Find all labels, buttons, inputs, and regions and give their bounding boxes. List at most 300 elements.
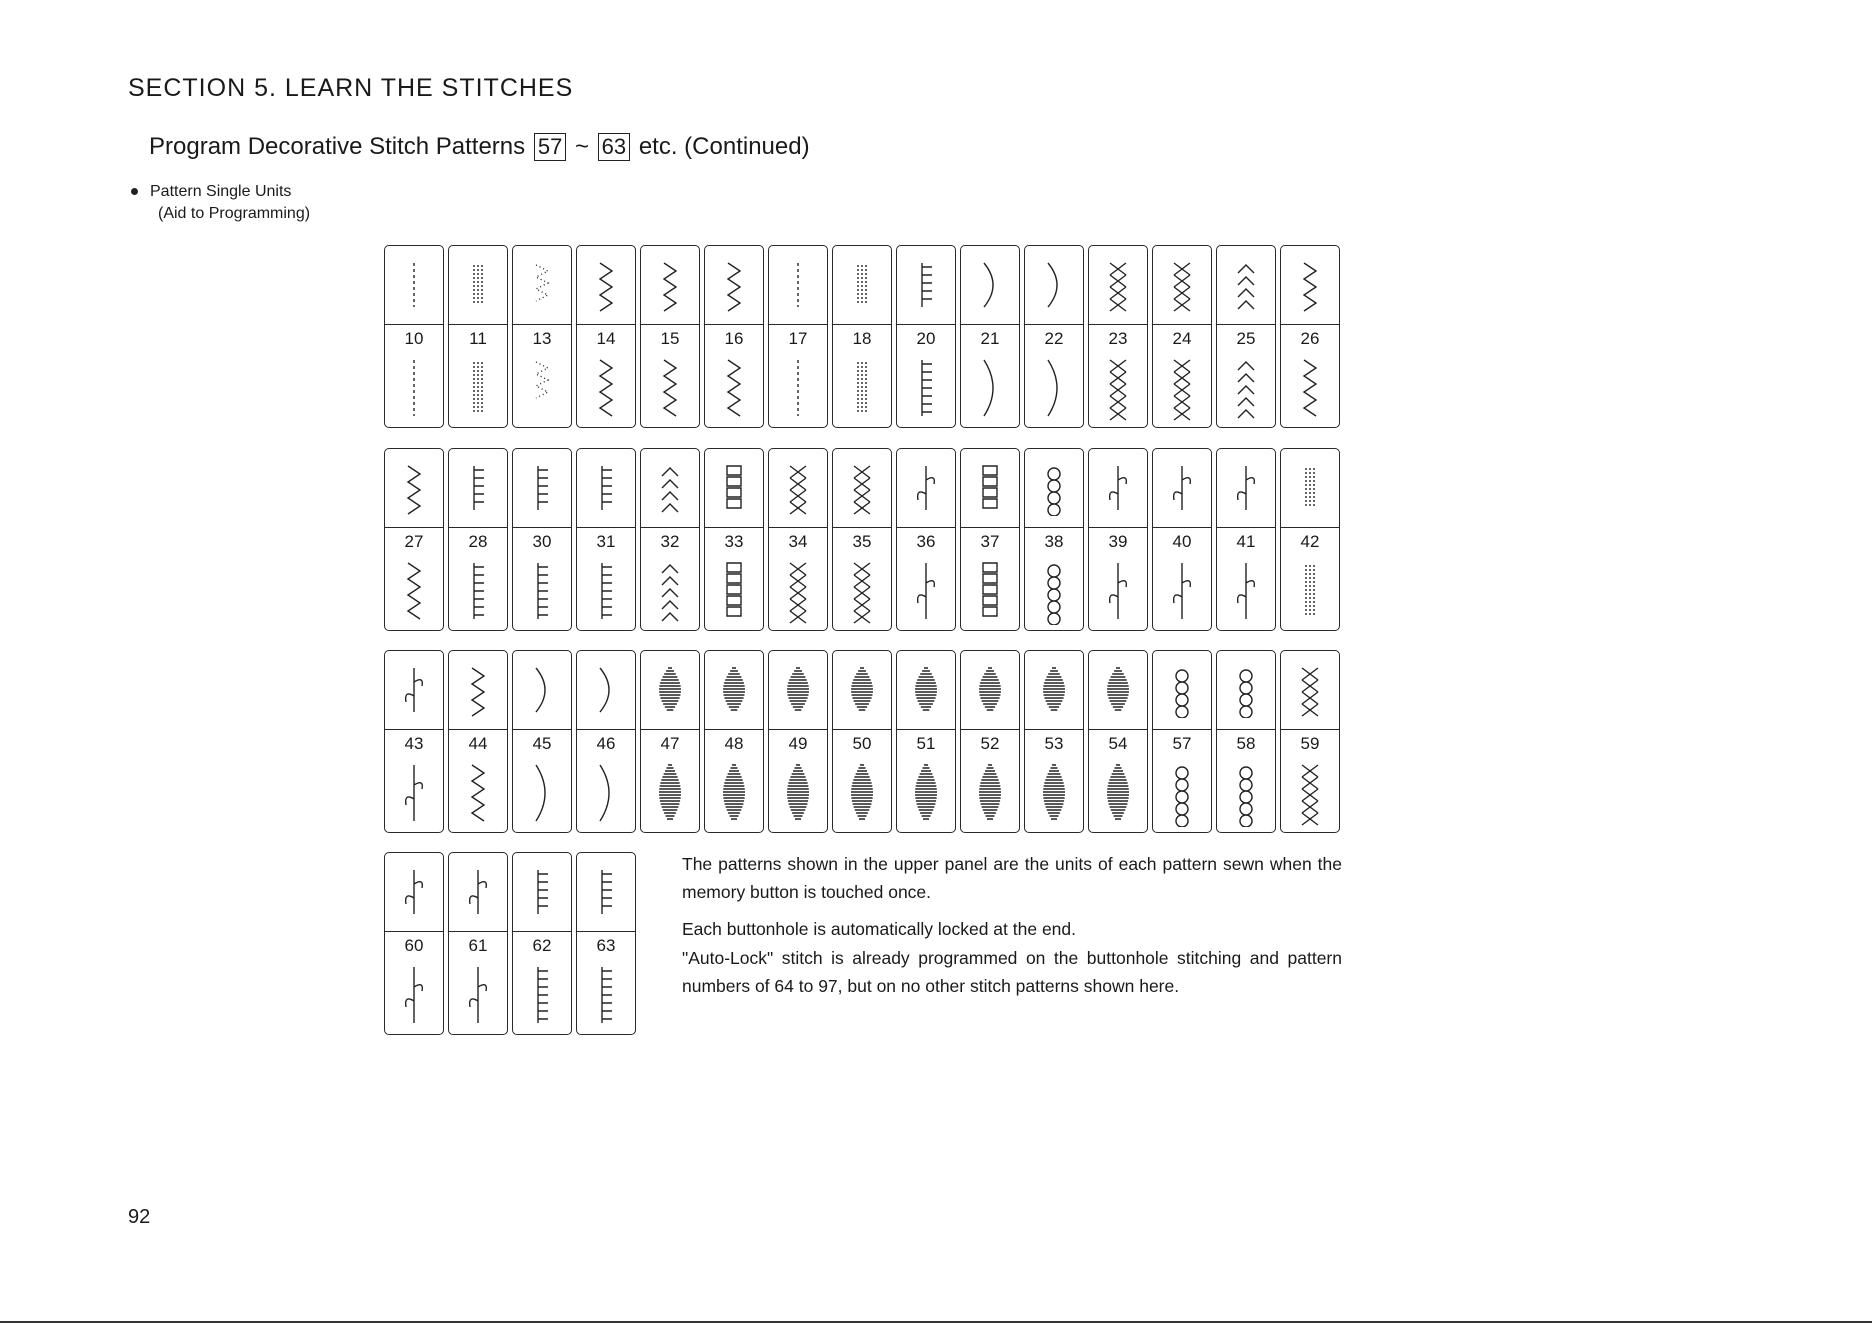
pattern-number: 14 xyxy=(596,329,616,348)
pattern-cell-34 xyxy=(768,448,828,631)
pattern-unit-33 xyxy=(705,449,763,528)
pattern-number: 62 xyxy=(532,936,552,955)
pattern-cell-47 xyxy=(640,650,700,833)
pattern-cell-38 xyxy=(1024,448,1084,631)
pattern-unit-49 xyxy=(769,651,827,730)
stitch-triple-icon xyxy=(460,354,496,422)
pattern-cell-48 xyxy=(704,650,764,833)
stitch-zigzag-icon xyxy=(396,557,432,625)
pattern-box-57: 57 xyxy=(534,133,566,161)
stitch-dots-icon xyxy=(524,354,560,422)
pattern-unit-24 xyxy=(1153,246,1211,325)
pattern-sample-41 xyxy=(1217,555,1275,626)
pattern-number: 42 xyxy=(1300,532,1320,551)
pattern-cell-23 xyxy=(1088,245,1148,428)
stitch-triple-icon xyxy=(844,354,880,422)
stitch-leaf-icon xyxy=(396,662,432,718)
stitch-zigzag-icon xyxy=(1292,354,1328,422)
pattern-unit-11 xyxy=(449,246,507,325)
pattern-unit-27 xyxy=(385,449,443,528)
pattern-sample-37 xyxy=(961,555,1019,626)
pattern-unit-15 xyxy=(641,246,699,325)
bullet-note xyxy=(131,181,310,225)
tilde: ~ xyxy=(574,133,589,160)
stitch-bead-icon xyxy=(1228,662,1264,718)
pattern-number: 54 xyxy=(1108,734,1128,753)
stitch-ladder-icon xyxy=(908,354,944,422)
pattern-sample-63 xyxy=(577,959,635,1030)
section-title: SECTION 5. LEARN THE STITCHES xyxy=(128,74,574,102)
pattern-number: 52 xyxy=(980,734,1000,753)
pattern-sample-42 xyxy=(1281,555,1339,626)
pattern-cell-52 xyxy=(960,650,1020,833)
pattern-cell-51 xyxy=(896,650,956,833)
pattern-unit-51 xyxy=(897,651,955,730)
pattern-cell-32 xyxy=(640,448,700,631)
pattern-number: 59 xyxy=(1300,734,1320,753)
stitch-bead-icon xyxy=(1164,759,1200,827)
stitch-chevron-icon xyxy=(1228,257,1264,313)
stitch-zigzag-icon xyxy=(716,354,752,422)
pattern-number: 33 xyxy=(724,532,744,551)
pattern-sample-50 xyxy=(833,757,891,828)
pattern-unit-30 xyxy=(513,449,571,528)
stitch-ladder-icon xyxy=(524,961,560,1029)
pattern-number: 49 xyxy=(788,734,808,753)
pattern-cell-31 xyxy=(576,448,636,631)
pattern-cell-62 xyxy=(512,852,572,1035)
pattern-number: 15 xyxy=(660,329,680,348)
pattern-sample-21 xyxy=(961,352,1019,423)
pattern-cell-30 xyxy=(512,448,572,631)
stitch-zigzag-icon xyxy=(588,354,624,422)
pattern-unit-38 xyxy=(1025,449,1083,528)
subtitle-prefix: Program Decorative Stitch Patterns xyxy=(149,133,526,160)
pattern-sample-20 xyxy=(897,352,955,423)
pattern-number: 60 xyxy=(404,936,424,955)
pattern-unit-45 xyxy=(513,651,571,730)
pattern-number: 39 xyxy=(1108,532,1128,551)
stitch-triple-icon xyxy=(844,257,880,313)
pattern-unit-36 xyxy=(897,449,955,528)
pattern-unit-39 xyxy=(1089,449,1147,528)
subtitle-suffix: etc. (Continued) xyxy=(638,133,810,160)
pattern-cell-33 xyxy=(704,448,764,631)
pattern-number: 47 xyxy=(660,734,680,753)
pattern-unit-54 xyxy=(1089,651,1147,730)
pattern-cell-18 xyxy=(832,245,892,428)
stitch-cross-icon xyxy=(780,557,816,625)
pattern-sample-59 xyxy=(1281,757,1339,828)
stitch-leaf-icon xyxy=(1228,557,1264,625)
pattern-number: 18 xyxy=(852,329,872,348)
pattern-sample-38 xyxy=(1025,555,1083,626)
pattern-unit-52 xyxy=(961,651,1019,730)
stitch-chevron-icon xyxy=(652,557,688,625)
stitch-arc-icon xyxy=(972,354,1008,422)
pattern-cell-16 xyxy=(704,245,764,428)
pattern-sample-30 xyxy=(513,555,571,626)
stitch-zigzag-icon xyxy=(588,257,624,313)
bullet-line-1: Pattern Single Units xyxy=(150,183,292,200)
paragraph-1: The patterns shown in the upper panel are the units of each pattern sewn when the memory button is touched once. xyxy=(682,854,1342,902)
stitch-arc-icon xyxy=(1036,354,1072,422)
stitch-dots-icon xyxy=(524,257,560,313)
pattern-unit-43 xyxy=(385,651,443,730)
pattern-number: 21 xyxy=(980,329,1000,348)
pattern-number: 40 xyxy=(1172,532,1192,551)
stitch-ladder-icon xyxy=(524,864,560,920)
stitch-chevron-icon xyxy=(1228,354,1264,422)
pattern-cell-41 xyxy=(1216,448,1276,631)
pattern-unit-16 xyxy=(705,246,763,325)
stitch-ladder-icon xyxy=(460,557,496,625)
pattern-sample-43 xyxy=(385,757,443,828)
stitch-zigzag-icon xyxy=(652,354,688,422)
stitch-arc-icon xyxy=(1036,257,1072,313)
pattern-number: 37 xyxy=(980,532,1000,551)
pattern-sample-62 xyxy=(513,959,571,1030)
pattern-cell-36 xyxy=(896,448,956,631)
stitch-leaf-icon xyxy=(908,557,944,625)
pattern-cell-44 xyxy=(448,650,508,833)
stitch-box-icon xyxy=(716,460,752,516)
pattern-cell-40 xyxy=(1152,448,1212,631)
pattern-sample-10 xyxy=(385,352,443,423)
pattern-sample-27 xyxy=(385,555,443,626)
pattern-unit-50 xyxy=(833,651,891,730)
pattern-unit-47 xyxy=(641,651,699,730)
page-number: 92 xyxy=(128,1206,151,1228)
pattern-sample-14 xyxy=(577,352,635,423)
pattern-unit-31 xyxy=(577,449,635,528)
stitch-ladder-icon xyxy=(524,557,560,625)
pattern-number: 32 xyxy=(660,532,680,551)
pattern-sample-51 xyxy=(897,757,955,828)
pattern-unit-23 xyxy=(1089,246,1147,325)
stitch-straight-icon xyxy=(780,257,816,313)
pattern-unit-34 xyxy=(769,449,827,528)
pattern-sample-58 xyxy=(1217,757,1275,828)
stitch-cross-icon xyxy=(1100,257,1136,313)
pattern-sample-44 xyxy=(449,757,507,828)
stitch-satin-icon xyxy=(780,759,816,827)
pattern-unit-63 xyxy=(577,853,635,932)
pattern-sample-17 xyxy=(769,352,827,423)
pattern-number: 38 xyxy=(1044,532,1064,551)
stitch-straight-icon xyxy=(396,354,432,422)
stitch-ladder-icon xyxy=(460,460,496,516)
pattern-cell-37 xyxy=(960,448,1020,631)
pattern-sample-22 xyxy=(1025,352,1083,423)
pattern-cell-13 xyxy=(512,245,572,428)
pattern-sample-11 xyxy=(449,352,507,423)
pattern-unit-37 xyxy=(961,449,1019,528)
stitch-ladder-icon xyxy=(588,864,624,920)
pattern-sample-60 xyxy=(385,959,443,1030)
pattern-unit-26 xyxy=(1281,246,1339,325)
pattern-number: 63 xyxy=(596,936,616,955)
stitch-leaf-icon xyxy=(1164,460,1200,516)
stitch-satin-icon xyxy=(652,662,688,718)
pattern-unit-32 xyxy=(641,449,699,528)
pattern-unit-13 xyxy=(513,246,571,325)
pattern-number: 25 xyxy=(1236,329,1256,348)
pattern-number: 41 xyxy=(1236,532,1256,551)
pattern-number: 45 xyxy=(532,734,552,753)
pattern-number: 22 xyxy=(1044,329,1064,348)
pattern-sample-15 xyxy=(641,352,699,423)
subtitle xyxy=(149,133,810,161)
pattern-sample-24 xyxy=(1153,352,1211,423)
pattern-unit-28 xyxy=(449,449,507,528)
pattern-number: 20 xyxy=(916,329,936,348)
pattern-number: 28 xyxy=(468,532,488,551)
stitch-leaf-icon xyxy=(460,961,496,1029)
pattern-cell-54 xyxy=(1088,650,1148,833)
pattern-cell-24 xyxy=(1152,245,1212,428)
stitch-zigzag-icon xyxy=(460,759,496,827)
pattern-unit-57 xyxy=(1153,651,1211,730)
pattern-number: 24 xyxy=(1172,329,1192,348)
pattern-number: 58 xyxy=(1236,734,1256,753)
pattern-cell-14 xyxy=(576,245,636,428)
pattern-cell-57 xyxy=(1152,650,1212,833)
pattern-sample-26 xyxy=(1281,352,1339,423)
stitch-satin-icon xyxy=(908,662,944,718)
pattern-sample-32 xyxy=(641,555,699,626)
stitch-cross-icon xyxy=(1292,662,1328,718)
stitch-chevron-icon xyxy=(652,460,688,516)
pattern-unit-14 xyxy=(577,246,635,325)
bullet-icon xyxy=(131,188,138,195)
stitch-leaf-icon xyxy=(396,864,432,920)
pattern-cell-58 xyxy=(1216,650,1276,833)
pattern-cell-43 xyxy=(384,650,444,833)
stitch-bead-icon xyxy=(1036,557,1072,625)
stitch-triple-icon xyxy=(1292,460,1328,516)
stitch-cross-icon xyxy=(1164,354,1200,422)
pattern-sample-35 xyxy=(833,555,891,626)
pattern-cell-63 xyxy=(576,852,636,1035)
pattern-cell-50 xyxy=(832,650,892,833)
pattern-number: 10 xyxy=(404,329,424,348)
pattern-cell-15 xyxy=(640,245,700,428)
pattern-cell-25 xyxy=(1216,245,1276,428)
pattern-cell-49 xyxy=(768,650,828,833)
stitch-satin-icon xyxy=(972,662,1008,718)
stitch-bead-icon xyxy=(1228,759,1264,827)
stitch-box-icon xyxy=(716,557,752,625)
pattern-cell-11 xyxy=(448,245,508,428)
pattern-number: 35 xyxy=(852,532,872,551)
stitch-zigzag-icon xyxy=(1292,257,1328,313)
stitch-satin-icon xyxy=(908,759,944,827)
stitch-satin-icon xyxy=(844,759,880,827)
stitch-box-icon xyxy=(972,557,1008,625)
stitch-straight-icon xyxy=(780,354,816,422)
stitch-cross-icon xyxy=(1292,759,1328,827)
pattern-number: 57 xyxy=(1172,734,1192,753)
pattern-number: 44 xyxy=(468,734,488,753)
pattern-number: 43 xyxy=(404,734,424,753)
pattern-unit-62 xyxy=(513,853,571,932)
pattern-cell-60 xyxy=(384,852,444,1035)
pattern-cell-35 xyxy=(832,448,892,631)
pattern-sample-28 xyxy=(449,555,507,626)
pattern-unit-40 xyxy=(1153,449,1211,528)
pattern-cell-39 xyxy=(1088,448,1148,631)
stitch-leaf-icon xyxy=(1164,557,1200,625)
stitch-leaf-icon xyxy=(1228,460,1264,516)
pattern-sample-39 xyxy=(1089,555,1147,626)
pattern-sample-33 xyxy=(705,555,763,626)
pattern-number: 53 xyxy=(1044,734,1064,753)
stitch-triple-icon xyxy=(460,257,496,313)
pattern-unit-48 xyxy=(705,651,763,730)
stitch-triple-icon xyxy=(1292,557,1328,625)
stitch-ladder-icon xyxy=(588,557,624,625)
pattern-sample-52 xyxy=(961,757,1019,828)
pattern-unit-25 xyxy=(1217,246,1275,325)
pattern-sample-13 xyxy=(513,352,571,423)
pattern-unit-53 xyxy=(1025,651,1083,730)
pattern-sample-45 xyxy=(513,757,571,828)
pattern-cell-22 xyxy=(1024,245,1084,428)
stitch-box-icon xyxy=(972,460,1008,516)
pattern-cell-53 xyxy=(1024,650,1084,833)
pattern-sample-54 xyxy=(1089,757,1147,828)
stitch-cross-icon xyxy=(1100,354,1136,422)
pattern-cell-17 xyxy=(768,245,828,428)
pattern-sample-46 xyxy=(577,757,635,828)
stitch-satin-icon xyxy=(1036,662,1072,718)
pattern-sample-47 xyxy=(641,757,699,828)
stitch-cross-icon xyxy=(844,460,880,516)
pattern-sample-25 xyxy=(1217,352,1275,423)
stitch-satin-icon xyxy=(1100,662,1136,718)
pattern-cell-20 xyxy=(896,245,956,428)
stitch-satin-icon xyxy=(1100,759,1136,827)
stitch-ladder-icon xyxy=(524,460,560,516)
pattern-cell-59 xyxy=(1280,650,1340,833)
pattern-sample-61 xyxy=(449,959,507,1030)
stitch-zigzag-icon xyxy=(396,460,432,516)
stitch-cross-icon xyxy=(844,557,880,625)
stitch-satin-icon xyxy=(716,662,752,718)
pattern-cell-61 xyxy=(448,852,508,1035)
pattern-number: 26 xyxy=(1300,329,1320,348)
stitch-arc-icon xyxy=(524,759,560,827)
stitch-leaf-icon xyxy=(1100,460,1136,516)
pattern-sample-18 xyxy=(833,352,891,423)
pattern-number: 11 xyxy=(469,329,487,348)
pattern-unit-10 xyxy=(385,246,443,325)
pattern-cell-42 xyxy=(1280,448,1340,631)
paragraph-2: Each buttonhole is automatically locked at the end. xyxy=(682,919,1076,939)
pattern-sample-31 xyxy=(577,555,635,626)
pattern-cell-27 xyxy=(384,448,444,631)
pattern-cell-26 xyxy=(1280,245,1340,428)
stitch-leaf-icon xyxy=(908,460,944,516)
pattern-unit-41 xyxy=(1217,449,1275,528)
stitch-cross-icon xyxy=(1164,257,1200,313)
pattern-number: 46 xyxy=(596,734,616,753)
pattern-number: 17 xyxy=(788,329,808,348)
pattern-number: 31 xyxy=(596,532,616,551)
stitch-leaf-icon xyxy=(1100,557,1136,625)
pattern-unit-21 xyxy=(961,246,1019,325)
pattern-unit-46 xyxy=(577,651,635,730)
stitch-satin-icon xyxy=(844,662,880,718)
pattern-box-63: 63 xyxy=(598,133,630,161)
stitch-ladder-icon xyxy=(588,961,624,1029)
pattern-number: 61 xyxy=(468,936,488,955)
stitch-zigzag-icon xyxy=(460,662,496,718)
pattern-sample-48 xyxy=(705,757,763,828)
pattern-sample-23 xyxy=(1089,352,1147,423)
stitch-leaf-icon xyxy=(396,759,432,827)
stitch-leaf-icon xyxy=(460,864,496,920)
stitch-cross-icon xyxy=(780,460,816,516)
bullet-line-2: (Aid to Programming) xyxy=(158,205,311,222)
pattern-sample-16 xyxy=(705,352,763,423)
stitch-ladder-icon xyxy=(908,257,944,313)
pattern-number: 51 xyxy=(916,734,936,753)
pattern-unit-61 xyxy=(449,853,507,932)
pattern-sample-49 xyxy=(769,757,827,828)
paragraph-3: "Auto-Lock" stitch is already programmed on the buttonhole stitching and pattern numbers of 64 to 97, but on no other stitch patterns shown here. xyxy=(682,948,1342,996)
stitch-satin-icon xyxy=(716,759,752,827)
pattern-sample-36 xyxy=(897,555,955,626)
pattern-unit-58 xyxy=(1217,651,1275,730)
pattern-unit-35 xyxy=(833,449,891,528)
pattern-unit-44 xyxy=(449,651,507,730)
pattern-sample-53 xyxy=(1025,757,1083,828)
stitch-straight-icon xyxy=(396,257,432,313)
pattern-number: 36 xyxy=(916,532,936,551)
stitch-arc-icon xyxy=(588,759,624,827)
pattern-sample-57 xyxy=(1153,757,1211,828)
pattern-sample-34 xyxy=(769,555,827,626)
stitch-zigzag-icon xyxy=(716,257,752,313)
pattern-number: 48 xyxy=(724,734,744,753)
bottom-rule xyxy=(0,1321,1872,1323)
pattern-cell-10 xyxy=(384,245,444,428)
pattern-number: 13 xyxy=(532,329,552,348)
stitch-ladder-icon xyxy=(588,460,624,516)
stitch-bead-icon xyxy=(1036,460,1072,516)
pattern-unit-60 xyxy=(385,853,443,932)
stitch-bead-icon xyxy=(1164,662,1200,718)
stitch-satin-icon xyxy=(652,759,688,827)
pattern-unit-59 xyxy=(1281,651,1339,730)
pattern-number: 27 xyxy=(404,532,424,551)
pattern-number: 16 xyxy=(724,329,744,348)
pattern-unit-22 xyxy=(1025,246,1083,325)
stitch-arc-icon xyxy=(524,662,560,718)
pattern-number: 23 xyxy=(1108,329,1128,348)
stitch-zigzag-icon xyxy=(652,257,688,313)
pattern-number: 34 xyxy=(788,532,808,551)
stitch-satin-icon xyxy=(972,759,1008,827)
pattern-unit-17 xyxy=(769,246,827,325)
pattern-unit-20 xyxy=(897,246,955,325)
pattern-cell-45 xyxy=(512,650,572,833)
stitch-arc-icon xyxy=(588,662,624,718)
pattern-sample-40 xyxy=(1153,555,1211,626)
stitch-leaf-icon xyxy=(396,961,432,1029)
